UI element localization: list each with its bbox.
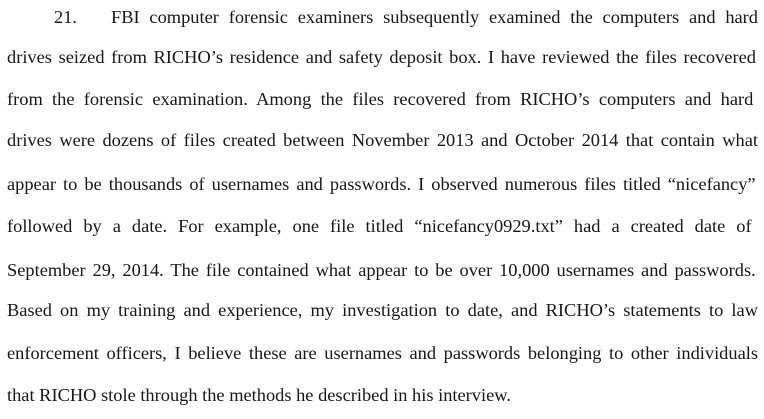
- paragraph-number: 21.: [54, 7, 77, 27]
- line-text-2: drives seized from RICHO’s residence and safety deposit box. I have reviewed the files recovered: [7, 47, 756, 67]
- line-text-1: FBI computer forensic examiners subsequently examined the computers and hard: [111, 7, 758, 27]
- paragraph-line-9: [7, 341, 758, 365]
- line-text-10: that RICHO stole through the methods he described in his interview.: [7, 385, 511, 405]
- line-text-8: Based on my training and experience, my investigation to date, and RICHO’s statements to law: [7, 300, 758, 320]
- paragraph-line-10: [7, 383, 758, 407]
- paragraph-line-6: [7, 214, 758, 238]
- paragraph-line-8: [7, 298, 758, 322]
- paragraph-line-5: [7, 172, 758, 196]
- paragraph-line-4: [7, 128, 758, 152]
- paragraph-line-3: [7, 87, 758, 111]
- line-text-3: from the forensic examination. Among the files recovered from RICHO’s computers and hard: [7, 89, 754, 109]
- line-text-5: appear to be thousands of usernames and passwords. I observed numerous files titled “nicefancy”: [7, 174, 756, 194]
- paragraph-line-2: [7, 45, 758, 69]
- line-text-6: followed by a date. For example, one file titled “nicefancy0929.txt” had a created date of: [7, 216, 752, 236]
- paragraph-line-7: [7, 258, 758, 282]
- line-text-9: enforcement officers, I believe these are usernames and passwords belonging to other individuals: [7, 343, 758, 363]
- line-text-4: drives were dozens of files created between November 2013 and October 2014 that contain what: [7, 130, 758, 150]
- line-text-7: September 29, 2014. The file contained what appear to be over 10,000 usernames and passwords.: [7, 260, 756, 280]
- paragraph-line-1: [7, 5, 758, 29]
